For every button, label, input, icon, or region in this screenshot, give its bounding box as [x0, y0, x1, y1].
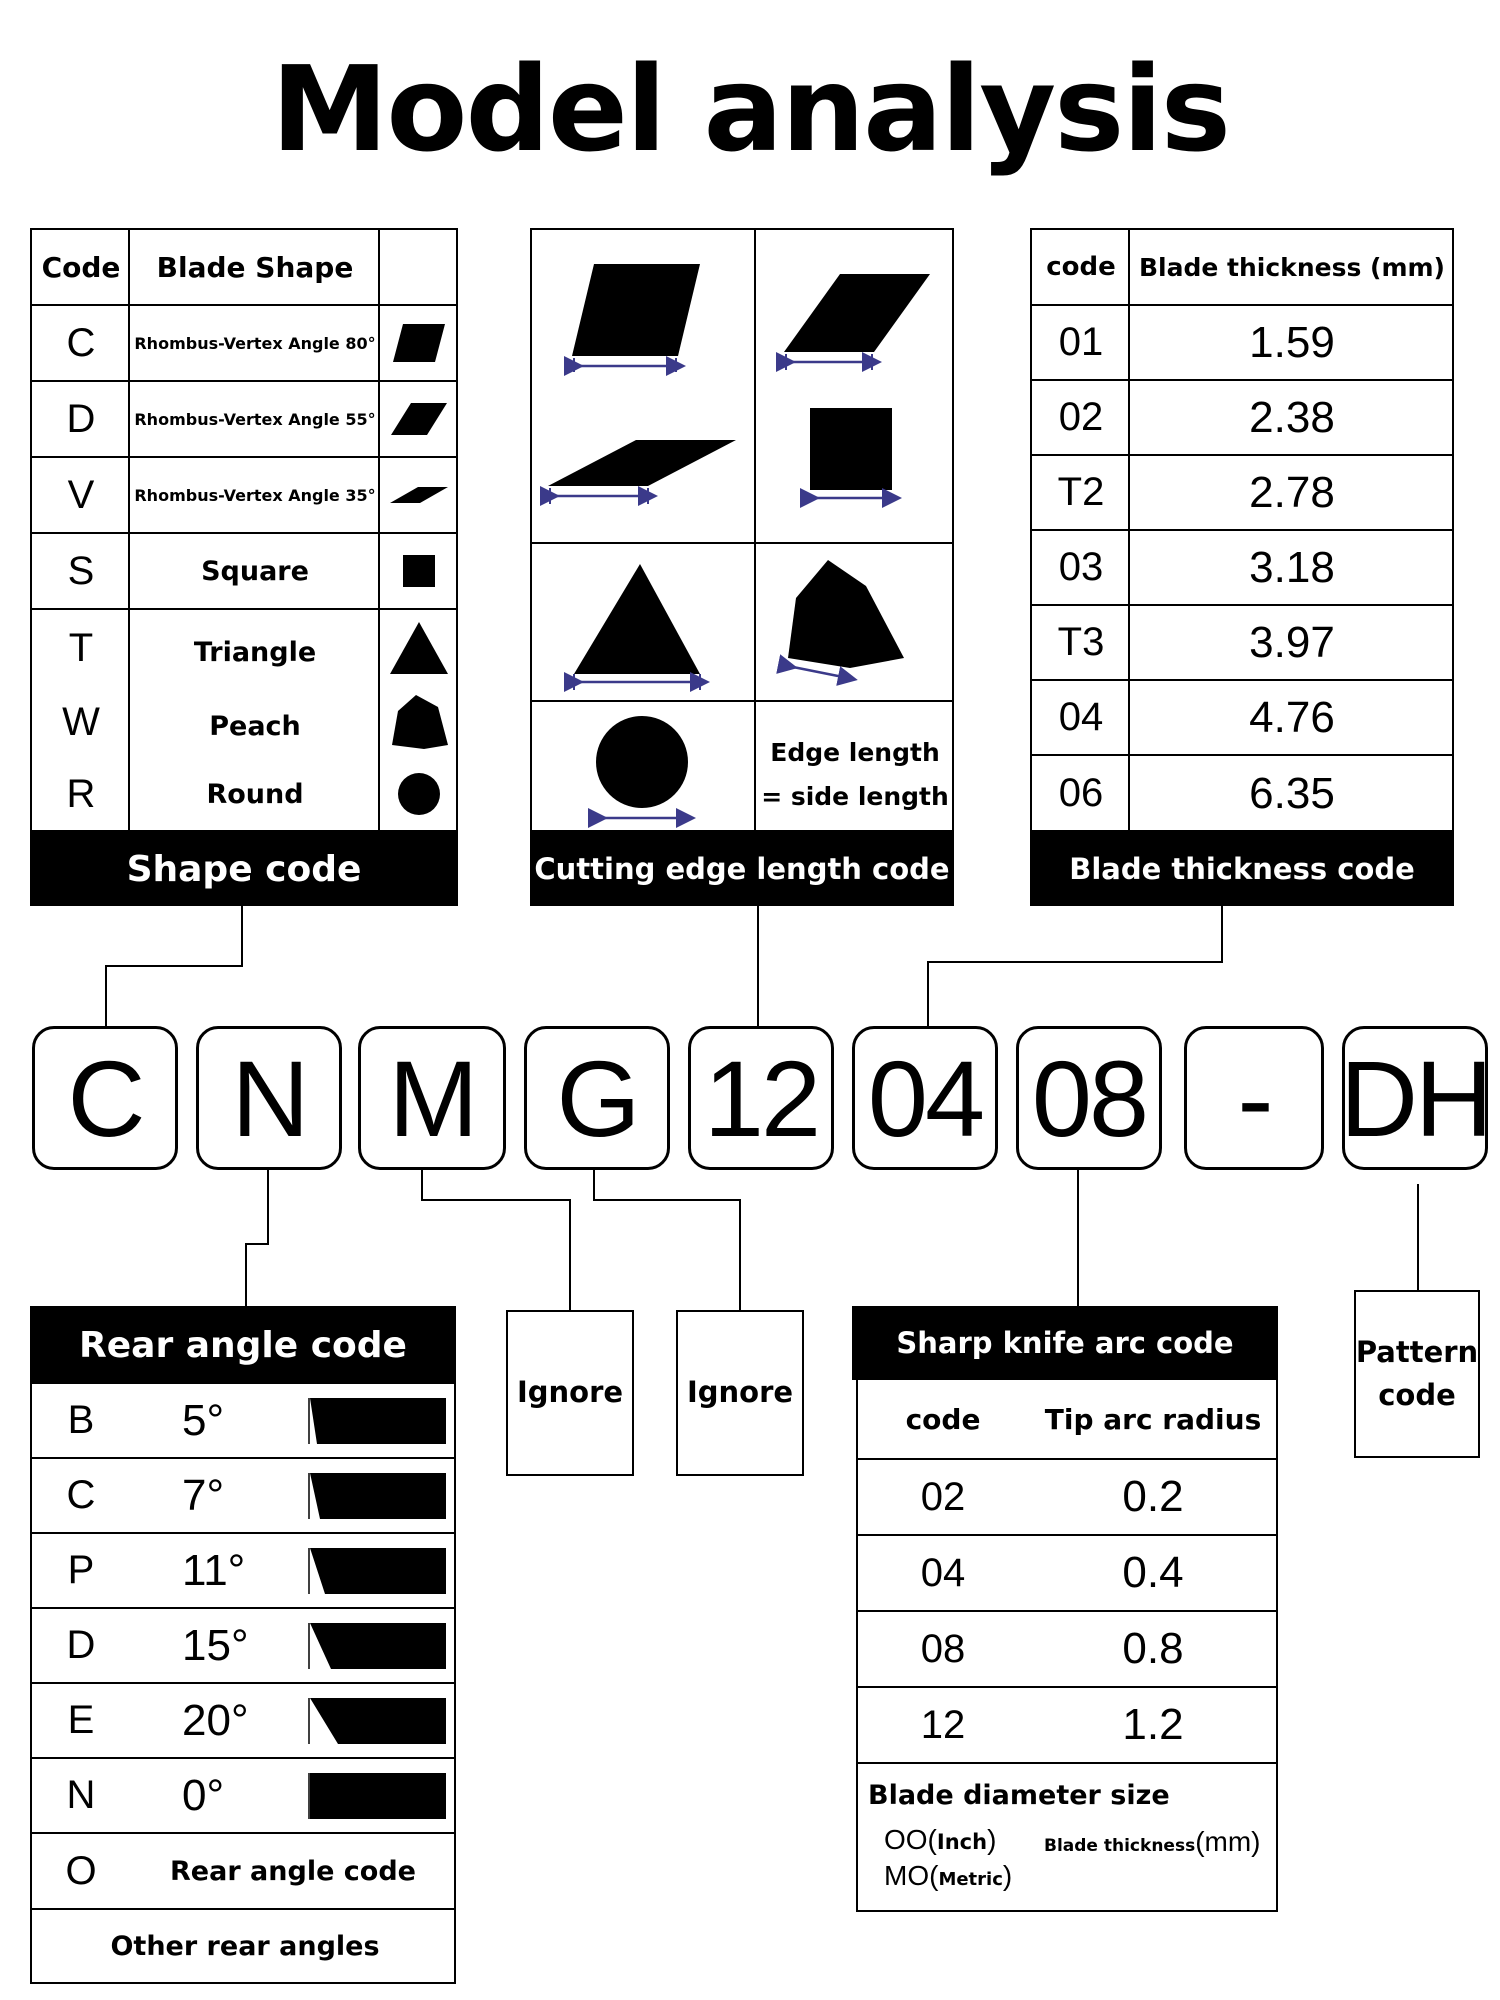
- shape-name: Rhombus-Vertex Angle 80°: [134, 333, 376, 353]
- square-icon: [401, 553, 437, 589]
- model-code-box: 12: [688, 1026, 834, 1170]
- rear-angle-row: [32, 1759, 454, 1834]
- arc-radius: 1.2: [1122, 1700, 1184, 1749]
- thickness-value: 6.35: [1249, 768, 1335, 818]
- arc-code: 02: [920, 1474, 966, 1519]
- round-icon: [396, 771, 442, 817]
- thickness-code: T3: [1057, 620, 1105, 664]
- rear-angle-row: [32, 1609, 454, 1684]
- thickness-code: 02: [1058, 395, 1104, 439]
- rear-angle-row: [32, 1684, 454, 1759]
- shape-code-label: Shape code: [30, 832, 458, 906]
- shape-code: R: [66, 771, 96, 816]
- triangle-icon: [388, 620, 450, 676]
- shape-row: [32, 534, 456, 610]
- rear-angle-row: [32, 1384, 454, 1459]
- thickness-header-value: Blade thickness (mm): [1139, 252, 1445, 282]
- rear-angle-value: 7°: [182, 1470, 225, 1520]
- rear-code: C: [66, 1473, 96, 1517]
- arc-code: 04: [920, 1550, 966, 1595]
- rear-angle-value: 20°: [182, 1695, 249, 1745]
- rear-code: E: [67, 1698, 95, 1742]
- arc-radius: 0.2: [1122, 1472, 1184, 1521]
- rhombus-35-shape: [548, 440, 736, 486]
- arc-row: [858, 1460, 1276, 1536]
- rear-row-other: [32, 1910, 454, 1982]
- rear-angle-value: 11°: [182, 1545, 246, 1595]
- ignore-tag-g: Ignore: [676, 1310, 804, 1476]
- thickness-header-code: code: [1046, 252, 1116, 282]
- rear-code: D: [66, 1623, 96, 1667]
- rear-code-o: O: [65, 1848, 97, 1893]
- thickness-value: 1.59: [1249, 317, 1335, 367]
- thickness-value: 3.18: [1249, 542, 1335, 592]
- shape-header-code: Code: [41, 250, 121, 284]
- square-shape: [810, 408, 892, 490]
- thickness-code: 04: [1058, 695, 1104, 739]
- shape-code: S: [67, 548, 95, 593]
- rear-angle-row: [32, 1534, 454, 1609]
- rear-angle-profile-icon: [308, 1471, 448, 1521]
- peach-shape: [788, 560, 904, 668]
- shape-rows-twr: [32, 610, 456, 832]
- model-code-box: DH: [1342, 1026, 1488, 1170]
- arc-table: [856, 1380, 1278, 1912]
- shape-name: Rhombus-Vertex Angle 35°: [134, 485, 376, 505]
- shape-name: Peach: [209, 710, 301, 742]
- rear-angle-profile-icon: [308, 1696, 448, 1746]
- thickness-row: [1032, 756, 1452, 831]
- model-code-box: -: [1184, 1026, 1324, 1170]
- pattern-code-tag: [1354, 1290, 1480, 1458]
- shape-row: [32, 382, 456, 458]
- rear-o-label: Rear angle code: [170, 1855, 416, 1887]
- shape-code-table: [30, 228, 458, 832]
- thickness-value: 2.78: [1249, 467, 1335, 517]
- rear-angle-profile-icon: [308, 1621, 448, 1671]
- pattern-line2: code: [1378, 1378, 1456, 1412]
- arc-row: [858, 1536, 1276, 1612]
- rear-angle-value: 15°: [182, 1620, 249, 1670]
- thickness-value: 3.97: [1249, 617, 1335, 667]
- model-code-box: G: [524, 1026, 670, 1170]
- rhombus-55-icon: [389, 401, 449, 437]
- shape-header-name: Blade Shape: [156, 250, 354, 284]
- thickness-value: 4.76: [1249, 692, 1335, 742]
- rhombus-80-icon: [391, 322, 447, 364]
- rear-angle-profile-icon: [308, 1396, 448, 1446]
- rear-code: N: [66, 1773, 96, 1817]
- shape-name: Square: [201, 555, 309, 587]
- cutting-edge-table: [530, 228, 954, 832]
- rear-code: P: [67, 1548, 95, 1592]
- round-shape: [596, 716, 688, 808]
- thickness-row: [1032, 381, 1452, 456]
- thickness-mm-label: Blade thickness(mm): [1044, 1826, 1261, 1857]
- arc-code-label: Sharp knife arc code: [852, 1306, 1278, 1380]
- edge-note-line1: Edge length: [770, 738, 940, 767]
- shape-name: Round: [206, 778, 304, 810]
- thickness-code-label: Blade thickness code: [1030, 832, 1454, 906]
- thickness-code: 03: [1058, 545, 1104, 589]
- thickness-value: 2.38: [1249, 392, 1335, 442]
- rear-angle-table: [30, 1384, 456, 1984]
- ignore-tag-m: Ignore: [506, 1310, 634, 1476]
- shape-code: W: [62, 699, 100, 744]
- rear-row-o: [32, 1834, 454, 1910]
- rear-angle-label: Rear angle code: [30, 1306, 456, 1384]
- rear-angle-profile-icon: [308, 1546, 448, 1596]
- arc-code: 12: [920, 1702, 966, 1747]
- arc-header-code: code: [905, 1402, 981, 1436]
- shape-name: Rhombus-Vertex Angle 55°: [134, 409, 376, 429]
- inch-label: OO(Inch): [884, 1824, 997, 1855]
- rear-code: B: [67, 1398, 95, 1442]
- model-code-box: M: [358, 1026, 506, 1170]
- shape-code: D: [66, 396, 96, 441]
- model-code-box: 04: [852, 1026, 998, 1170]
- shape-code: T: [68, 625, 94, 670]
- model-code-box: 08: [1016, 1026, 1162, 1170]
- thickness-row: [1032, 456, 1452, 531]
- arc-row: [858, 1612, 1276, 1688]
- model-code-box: N: [196, 1026, 342, 1170]
- rear-other-label: Other rear angles: [110, 1930, 380, 1962]
- rhombus-35-icon: [388, 485, 450, 505]
- pattern-line1: Pattern: [1355, 1334, 1479, 1369]
- thickness-table: [1030, 228, 1454, 832]
- thickness-code: 01: [1058, 320, 1104, 364]
- thickness-row: [1032, 681, 1452, 756]
- rear-angle-row: [32, 1459, 454, 1534]
- shape-code: V: [67, 472, 95, 517]
- shape-row: [32, 306, 456, 382]
- diameter-title: Blade diameter size: [868, 1780, 1170, 1811]
- peach-icon: [388, 693, 450, 751]
- rear-angle-profile-icon: [308, 1771, 448, 1821]
- page-title: Model analysis: [270, 40, 1230, 178]
- shape-table-header: [32, 230, 456, 306]
- arc-radius: 0.4: [1122, 1548, 1184, 1597]
- arc-radius: 0.8: [1122, 1624, 1184, 1673]
- rear-angle-value: 0°: [182, 1770, 225, 1820]
- shape-row: [32, 458, 456, 534]
- rhombus-80-shape: [572, 264, 700, 356]
- thickness-row: [1032, 306, 1452, 381]
- arc-code: 08: [920, 1626, 966, 1671]
- thickness-row: [1032, 531, 1452, 606]
- shape-name: Triangle: [193, 636, 317, 668]
- model-code-box: C: [32, 1026, 178, 1170]
- triangle-shape: [574, 564, 700, 674]
- rear-angle-value: 5°: [182, 1395, 225, 1445]
- edge-note-line2: = side length: [761, 782, 949, 811]
- thickness-code: 06: [1058, 771, 1104, 815]
- thickness-row: [1032, 606, 1452, 681]
- arc-row: [858, 1688, 1276, 1764]
- arc-header-radius: Tip arc radius: [1044, 1402, 1262, 1436]
- rhombus-55-shape: [784, 274, 930, 352]
- thickness-code: T2: [1057, 470, 1105, 514]
- shape-code: C: [66, 320, 96, 365]
- cutting-edge-label: Cutting edge length code: [530, 832, 954, 906]
- metric-label: MO(Metric): [884, 1860, 1013, 1891]
